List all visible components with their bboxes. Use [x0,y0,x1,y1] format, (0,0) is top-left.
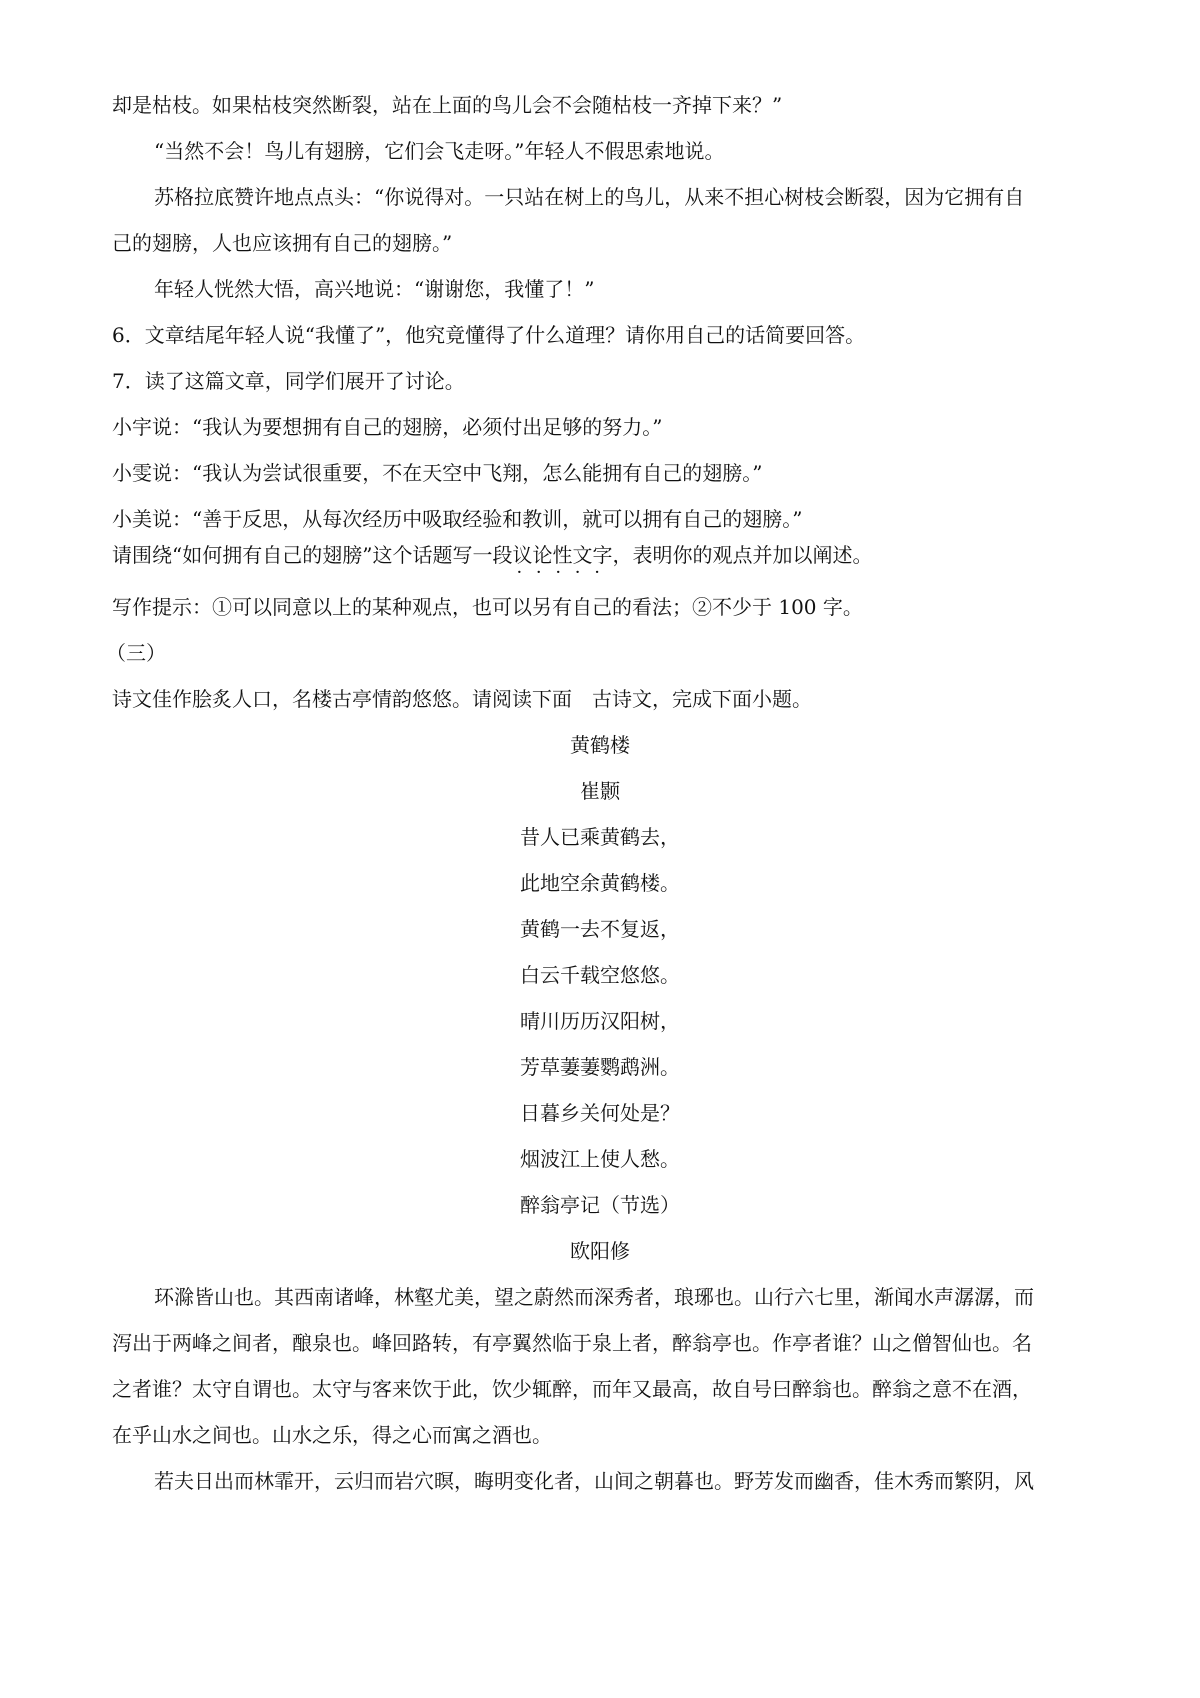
poem-line: 日暮乡关何处是？ [520,1101,680,1125]
poem-line: 黄鹤一去不复返， [520,917,680,941]
poem-title: 黄鹤楼 [570,733,630,757]
prose-paragraph-1-line: 环滁皆山也。其西南诸峰，林壑尤美，望之蔚然而深秀者，琅琊也。山行六七里，渐闻水声潺潺，而 [154,1285,1034,1309]
opinion-xiaomei: 小美说：“善于反思，从每次经历中吸取经验和教训，就可以拥有自己的翅膀。” [112,507,803,531]
poem-line: 此地空余黄鹤楼。 [520,871,680,895]
prose-paragraph-1-line: 在乎山水之间也。山水之乐，得之心而寓之酒也。 [112,1423,552,1447]
section-intro: 诗文佳作脍炙人口，名楼古亭情韵悠悠。请阅读下面 古诗文，完成下面小题。 [112,687,812,711]
section-heading: （三） [106,641,166,665]
poem-author: 崔颢 [580,779,620,803]
prose-title: 醉翁亭记（节选） [520,1193,680,1217]
prose-author: 欧阳修 [570,1239,630,1263]
prose-paragraph-1-line: 之者谁？太守自谓也。太守与客来饮于此，饮少辄醉，而年又最高，故自号曰醉翁也。醉翁之意不在酒， [112,1377,1032,1401]
question-7: 7．读了这篇文章，同学们展开了讨论。 [112,369,465,393]
opinion-xiaowen: 小雯说：“我认为尝试很重要，不在天空中飞翔，怎么能拥有自己的翅膀。” [112,461,763,485]
prose-paragraph-1-line: 泻出于两峰之间者，酿泉也。峰回路转，有亭翼然临于泉上者，醉翁亭也。作亭者谁？山之僧智仙也。名 [112,1331,1032,1355]
poem-line: 芳草萋萋鹦鹉洲。 [520,1055,680,1079]
opinion-xiaoyu: 小宇说：“我认为要想拥有自己的翅膀，必须付出足够的努力。” [112,415,663,439]
poem-line: 白云千载空悠悠。 [520,963,680,987]
writing-prompt [112,540,1102,570]
story-paragraph-1: 却是枯枝。如果枯枝突然断裂，站在上面的鸟儿会不会随枯枝一齐掉下来？” [112,93,783,117]
poem-line: 烟波江上使人愁。 [520,1147,680,1171]
story-paragraph-2: “当然不会！鸟儿有翅膀，它们会飞走呀。”年轻人不假思索地说。 [154,139,725,163]
emphasized-phrase: 议论性文字 · · · [512,540,612,570]
story-paragraph-3b: 己的翅膀，人也应该拥有自己的翅膀。” [112,231,453,255]
prose-paragraph-2: 若夫日出而林霏开，云归而岩穴暝，晦明变化者，山间之朝暮也。野芳发而幽香，佳木秀而繁阴，风 [154,1469,1034,1493]
poem-line: 昔人已乘黄鹤去， [520,825,680,849]
writing-prompt-part-a: 请围绕“如何拥有自己的翅膀”这个话题写一段 [112,543,513,567]
story-paragraph-3a: 苏格拉底赞许地点点头：“你说得对。一只站在树上的鸟儿，从来不担心树枝会断裂，因为它拥有自 [154,185,1025,209]
question-6: 6．文章结尾年轻人说“我懂了”，他究竟懂得了什么道理？请你用自己的话简要回答。 [112,323,866,347]
writing-prompt-part-b: ，表明你的观点并加以阐述。 [612,543,873,567]
story-paragraph-4: 年轻人恍然大悟，高兴地说：“谢谢您，我懂了！” [154,277,595,301]
writing-hint: 写作提示：①可以同意以上的某种观点，也可以另有自己的看法；②不少于 100 字。 [112,595,863,619]
poem-line: 晴川历历汉阳树， [520,1009,680,1033]
